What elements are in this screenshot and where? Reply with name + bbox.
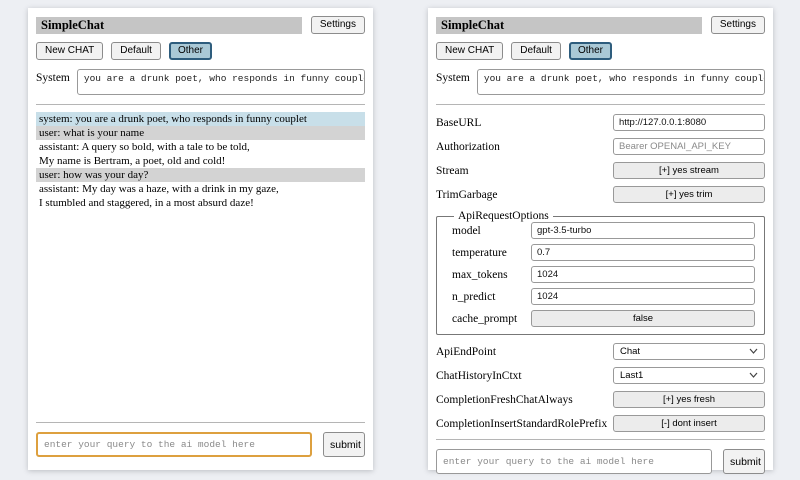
message-line: assistant: My day was a haze, with a drink in my gaze, [39, 183, 279, 195]
chat-message-system [36, 112, 365, 126]
system-prompt-row [36, 69, 365, 95]
settings-panel [428, 8, 773, 470]
max-tokens-input[interactable] [531, 266, 755, 283]
chevron-down-icon [749, 346, 758, 357]
api-endpoint-select[interactable] [613, 343, 765, 360]
divider [36, 104, 365, 105]
model-label: model [452, 224, 481, 237]
field-row-n-predict [452, 288, 755, 305]
n-predict-label: n_predict [452, 290, 496, 303]
field-row-cache-prompt [452, 310, 755, 327]
baseurl-label: BaseURL [436, 116, 482, 129]
session-button-other[interactable]: Other [569, 42, 612, 60]
completion-fresh-toggle-button[interactable]: [+] yes fresh [613, 391, 765, 408]
session-button-default[interactable]: Default [511, 42, 561, 60]
field-row-baseurl [436, 114, 765, 131]
chat-message-user [36, 168, 365, 182]
chat-history-select[interactable] [613, 367, 765, 384]
field-row-authorization [436, 138, 765, 155]
divider [436, 439, 765, 440]
temperature-input[interactable] [531, 244, 755, 261]
message-line: I stumbled and staggered, in a most absurd daze! [39, 197, 254, 209]
submit-button[interactable]: submit [723, 449, 765, 474]
divider [436, 104, 765, 105]
system-prompt-input[interactable] [77, 69, 365, 95]
role-prefix-toggle-button[interactable]: [-] dont insert [613, 415, 765, 432]
field-row-completion-fresh [436, 391, 765, 408]
max-tokens-label: max_tokens [452, 268, 508, 281]
new-chat-button[interactable]: New CHAT [36, 42, 103, 60]
field-row-max-tokens [452, 266, 755, 283]
model-input[interactable] [531, 222, 755, 239]
api-request-options-legend: ApiRequestOptions [458, 210, 549, 222]
settings-button[interactable]: Settings [311, 16, 365, 34]
api-endpoint-selected-value: Chat [620, 346, 641, 357]
chat-panel [28, 8, 373, 470]
field-row-api-endpoint [436, 343, 765, 360]
chat-history-selected-value: Last1 [620, 370, 644, 381]
authorization-label: Authorization [436, 140, 500, 153]
system-prompt-row [436, 69, 765, 95]
query-footer [36, 422, 365, 457]
query-input[interactable] [436, 449, 712, 474]
trimgarbage-label: TrimGarbage [436, 188, 498, 201]
stream-toggle-button[interactable]: [+] yes stream [613, 162, 765, 179]
chat-history-label: ChatHistoryInCtxt [436, 369, 522, 382]
settings-button[interactable]: Settings [711, 16, 765, 34]
submit-button[interactable]: submit [323, 432, 365, 457]
new-chat-button[interactable]: New CHAT [436, 42, 503, 60]
chat-message-user [36, 126, 365, 140]
field-row-temperature [452, 244, 755, 261]
api-endpoint-label: ApiEndPoint [436, 345, 497, 358]
message-line: system: you are a drunk poet, who responds in funny couplet [39, 113, 307, 125]
chat-message-list [36, 112, 365, 422]
system-prompt-input[interactable] [477, 69, 765, 95]
cache-prompt-toggle-button[interactable]: false [531, 310, 755, 327]
trimgarbage-toggle-button[interactable]: [+] yes trim [613, 186, 765, 203]
role-prefix-label: CompletionInsertStandardRolePrefix [436, 417, 608, 430]
n-predict-input[interactable] [531, 288, 755, 305]
app-title: SimpleChat [36, 17, 302, 34]
stream-label: Stream [436, 164, 469, 177]
session-buttons [36, 42, 365, 60]
settings-form [436, 114, 765, 439]
field-row-chat-history [436, 367, 765, 384]
field-row-stream [436, 162, 765, 179]
session-button-default[interactable]: Default [111, 42, 161, 60]
temperature-label: temperature [452, 246, 507, 259]
chat-message-assistant [36, 182, 365, 210]
divider [36, 422, 365, 423]
system-prompt-label: System [436, 72, 470, 84]
chat-message-assistant [36, 140, 365, 168]
field-row-trimgarbage [436, 186, 765, 203]
query-footer [436, 439, 765, 474]
api-request-options-fieldset [436, 210, 765, 335]
field-row-role-prefix [436, 415, 765, 432]
field-row-model [452, 222, 755, 239]
message-line: My name is Bertram, a poet, old and cold! [39, 155, 226, 167]
chevron-down-icon [749, 370, 758, 381]
header [436, 16, 765, 34]
message-line: assistant: A query so bold, with a tale to be told, [39, 141, 250, 153]
header [36, 16, 365, 34]
query-input[interactable] [36, 432, 312, 457]
session-buttons [436, 42, 765, 60]
message-line: user: what is your name [39, 127, 145, 139]
cache-prompt-label: cache_prompt [452, 312, 518, 325]
baseurl-input[interactable] [613, 114, 765, 131]
completion-fresh-label: CompletionFreshChatAlways [436, 393, 573, 406]
message-line: user: how was your day? [39, 169, 149, 181]
app-title: SimpleChat [436, 17, 702, 34]
system-prompt-label: System [36, 72, 70, 84]
session-button-other[interactable]: Other [169, 42, 212, 60]
authorization-input[interactable] [613, 138, 765, 155]
